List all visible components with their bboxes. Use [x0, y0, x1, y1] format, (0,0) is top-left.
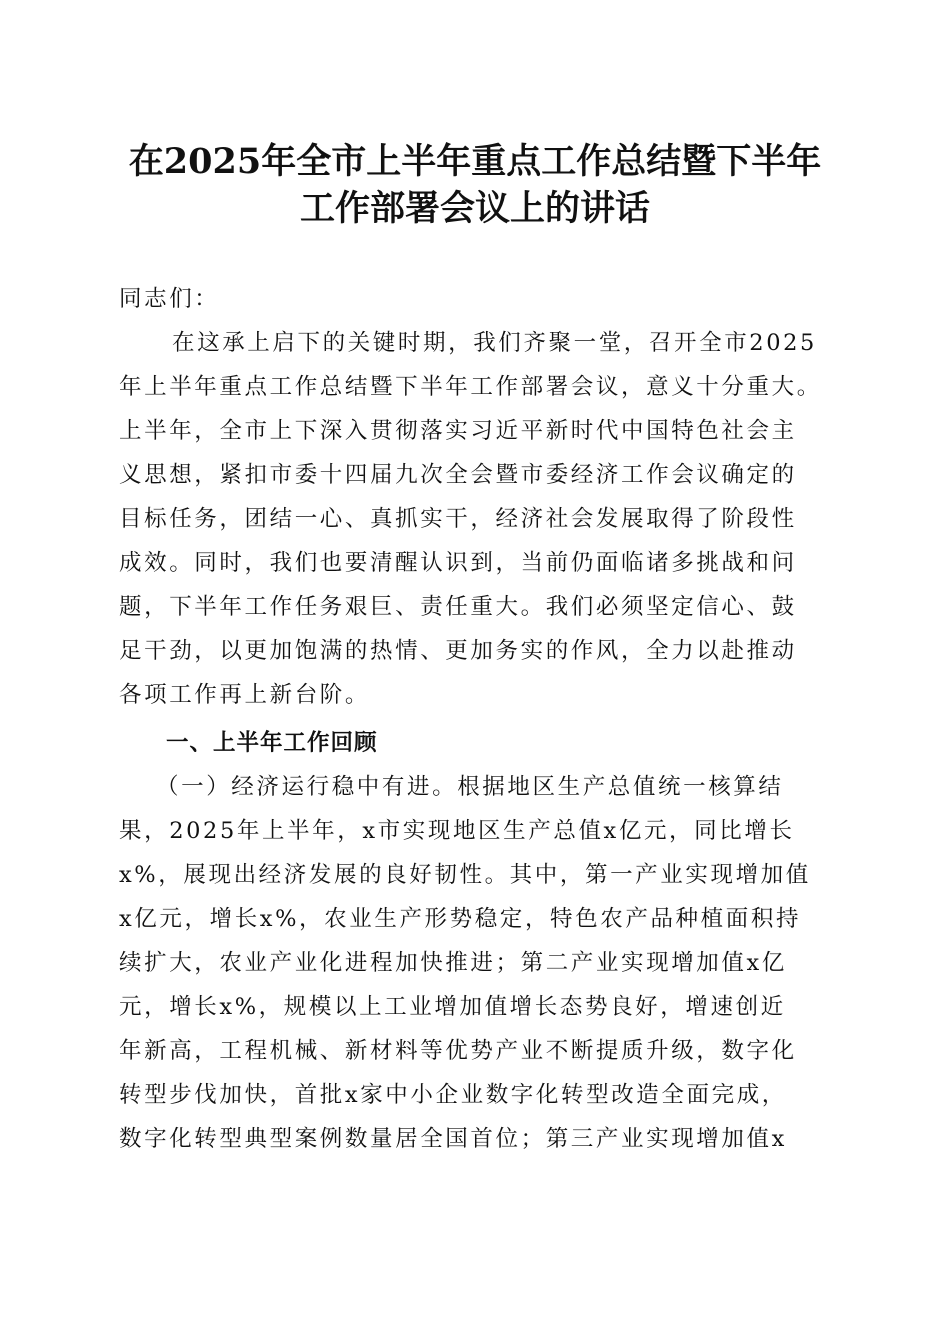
paragraph-1-line: 题，下半年工作任务艰巨、责任重大。我们必须坚定信心、鼓	[119, 594, 797, 620]
paragraph-1-line: 各项工作再上新台阶。	[119, 682, 371, 708]
paragraph-1-line: 义思想，紧扣市委十四届九次全会暨市委经济工作会议确定的	[119, 462, 797, 488]
paragraph-1-line: 足干劲，以更加饱满的热情、更加务实的作风，全力以赴推动	[119, 638, 797, 664]
paragraph-2-line: 数字化转型典型案例数量居全国首位；第三产业实现增加值x	[119, 1126, 787, 1152]
section-heading: 一、上半年工作回顾	[166, 730, 378, 756]
paragraph-2-line: （一）经济运行稳中有进。根据地区生产总值统一核算结	[156, 774, 784, 800]
paragraph-1-line: 年上半年重点工作总结暨下半年工作部署会议，意义十分重大。	[119, 374, 822, 400]
paragraph-1-line: 上半年，全市上下深入贯彻落实习近平新时代中国特色社会主	[119, 418, 797, 444]
paragraph-1-line: 目标任务，团结一心、真抓实干，经济社会发展取得了阶段性	[119, 506, 797, 532]
paragraph-2-line: 续扩大，农业产业化进程加快推进；第二产业实现增加值x亿	[119, 950, 787, 976]
paragraph-2-line: 元，增长x%，规模以上工业增加值增长态势良好，增速创近	[119, 994, 786, 1020]
paragraph-2-line: x亿元，增长x%，农业生产形势稳定，特色农产品种植面积持	[119, 906, 802, 932]
document-title-line-1: 在2025年全市上半年重点工作总结暨下半年	[128, 141, 822, 182]
paragraph-2-line: 果，2025年上半年，x市实现地区生产总值x亿元，同比增长	[119, 818, 795, 844]
document-title-line-2: 工作部署会议上的讲话	[299, 188, 650, 229]
paragraph-2-line: 转型步伐加快，首批x家中小企业数字化转型改造全面完成，	[119, 1082, 787, 1108]
salutation: 同志们：	[119, 286, 220, 312]
paragraph-2-line: 年新高，工程机械、新材料等优势产业不断提质升级，数字化	[119, 1038, 797, 1064]
paragraph-2-line: x%，展现出经济发展的良好韧性。其中，第一产业实现增加值	[119, 862, 811, 888]
paragraph-1-line: 成效。同时，我们也要清醒认识到，当前仍面临诸多挑战和问	[119, 550, 797, 576]
paragraph-1-line: 在这承上启下的关键时期，我们齐聚一堂，召开全市2025	[172, 330, 817, 356]
